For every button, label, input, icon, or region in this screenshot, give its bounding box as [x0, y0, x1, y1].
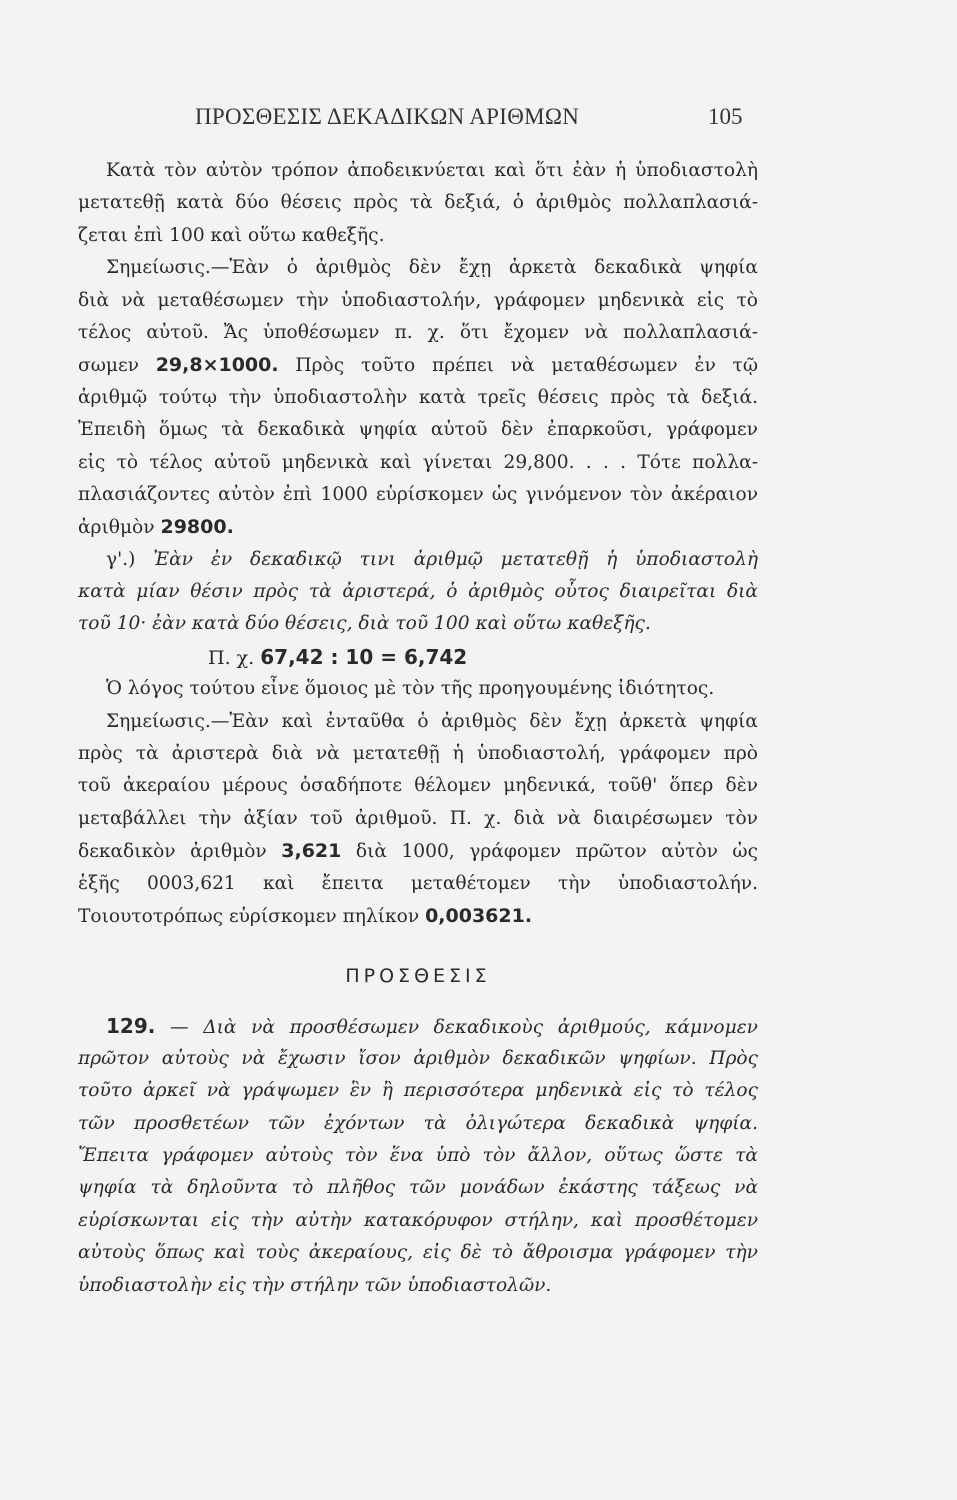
- note-line: τοῦ ἀκεραίου μέρους ὁσαδήποτε θέλομεν μηδενικά, τοῦθ' ὅπερ δὲν: [78, 775, 758, 797]
- inline-text: ἀριθμὸν: [78, 517, 155, 539]
- inline-expression: 29,8×1000.: [155, 354, 279, 377]
- text-line: Ὁ λόγος τούτου εἶνε ὅμοιος μὲ τὸν τῆς προηγουμένης ἰδιότητος.: [106, 678, 715, 700]
- note-line: Σημείωσις.—Ἐὰν ὁ ἀριθμὸς δὲν ἔχῃ ἀρκετὰ δεκαδικὰ ψηφία: [106, 257, 758, 279]
- inline-text: σωμεν: [78, 355, 139, 377]
- paragraph-line: ψηφία τὰ δηλοῦντα τὸ πλῆθος τῶν μονάδων ἑκάστης τάξεως νὰ: [78, 1177, 758, 1199]
- note-line: Ἐπειδὴ ὅμως τὰ δεκαδικὰ ψηφία αὐτοῦ δὲν ἐπαρκοῦσι, γράφομεν: [78, 419, 758, 441]
- rule-label: γ'.): [106, 548, 136, 570]
- inline-text: διὰ 1000, γράφομεν πρῶτον αὐτὸν ὡς: [355, 841, 758, 863]
- paragraph-line: πρῶτον αὐτοὺς νὰ ἔχωσιν ἴσον ἀριθμὸν δεκαδικῶν ψηφίων. Πρὸς: [78, 1047, 758, 1069]
- example-equation: 67,42 : 10 = 6,742: [260, 644, 468, 669]
- paragraph-line: αὐτοὺς ὅπως καὶ τοὺς ἀκεραίους, εἰς δὲ τὸ ἄθροισμα γράφομεν τὴν: [78, 1242, 758, 1264]
- body-text: [78, 155, 758, 1302]
- note-line: [78, 900, 758, 932]
- note-line: διὰ νὰ μεταθέσωμεν τὴν ὑποδιαστολήν, γράφομεν μηδενικὰ εἰς τὸ: [78, 289, 758, 311]
- running-header: [0, 100, 957, 140]
- note-line: Σημείωσις.—Ἐὰν καὶ ἐνταῦθα ὁ ἀριθμὸς δὲν ἔχῃ ἀρκετὰ ψηφία: [106, 710, 758, 732]
- inline-text: Ἐὰν ἐν δεκαδικῷ τινι ἀριθμῷ μετατεθῇ ἡ ὑποδιαστολὴ: [153, 548, 758, 570]
- paragraph-line: ὑποδιαστολὴν εἰς τὴν στήλην τῶν ὑποδιαστολῶν.: [78, 1274, 552, 1296]
- text-line: ζεται ἐπὶ 100 καὶ οὕτω καθεξῆς.: [78, 224, 385, 246]
- note-line: πρὸς τὰ ἀριστερὰ διὰ νὰ μετατεθῇ ἡ ὑποδιαστολή, γράφομεν πρὸ: [78, 743, 758, 765]
- inline-text: Πρὸς τοῦτο πρέπει νὰ μεταθέσωμεν ἐν τῷ: [295, 355, 758, 377]
- paragraph-line: τοῦτο ἀρκεῖ νὰ γράψωμεν ἓν ἢ περισσότερα μηδενικὰ εἰς τὸ τέλος: [78, 1080, 758, 1102]
- inline-number: 29800.: [160, 516, 234, 539]
- inline-text: δεκαδικὸν ἀριθμὸν: [78, 841, 267, 863]
- rule-line: κατὰ μίαν θέσιν πρὸς τὰ ἀριστερά, ὁ ἀριθμὸς οὗτος διαιρεῖται διὰ: [78, 581, 758, 603]
- inline-number: 3,621: [281, 840, 342, 863]
- note-line: [78, 835, 758, 867]
- inline-text: Τοιουτοτρόπως εὑρίσκομεν πηλίκον: [78, 905, 420, 927]
- paragraph-line: Ἔπειτα γράφομεν αὐτοὺς τὸν ἕνα ὑπὸ τὸν ἄλλον, οὕτως ὥστε τὰ: [78, 1144, 758, 1166]
- inline-text: — Διὰ νὰ προσθέσωμεν δεκαδικοὺς ἀριθμούς, κάμνομεν: [169, 1017, 758, 1039]
- note-line: μεταβάλλει τὴν ἀξίαν τοῦ ἀριθμοῦ. Π. χ. διὰ νὰ διαιρέσωμεν τὸν: [78, 807, 758, 829]
- note-line: πλασιάζοντες αὐτὸν ἐπὶ 1000 εὑρίσκομεν ὡς γινόμενον τὸν ἀκέραιον: [78, 483, 758, 505]
- note-line: ἑξῆς 0003,621 καὶ ἔπειτα μεταθέτομεν τὴν ὑποδιαστολήν.: [78, 872, 758, 894]
- example-equation-line: [78, 641, 758, 673]
- inline-number: 0,003621.: [425, 904, 533, 927]
- section-heading: ΠΡΟΣΘΕΣΙΣ: [345, 965, 491, 988]
- note-line: [78, 349, 758, 381]
- note-line: τέλος αὐτοῦ. Ἄς ὑποθέσωμεν π. χ. ὅτι ἔχομεν νὰ πολλαπλασιά-: [78, 321, 758, 343]
- note-line: ἀριθμῷ τούτῳ τὴν ὑποδιαστολὴν κατὰ τρεῖς θέσεις πρὸς τὰ δεξιά.: [78, 386, 758, 408]
- paragraph-line: τῶν προσθετέων τῶν ἐχόντων τὰ ὀλιγώτερα δεκαδικὰ ψηφία.: [78, 1112, 758, 1134]
- running-title: ΠΡΟΣΘΕΣΙΣ ΔΕΚΑΔΙΚΩΝ ΑΡΙΘΜΩΝ: [195, 104, 580, 129]
- rule-line: [78, 544, 758, 576]
- note-line: εἰς τὸ τέλος αὐτοῦ μηδενικὰ καὶ γίνεται 29,800. . . . Τότε πολλα-: [78, 451, 758, 473]
- page-number: 105: [708, 104, 743, 129]
- note-line: [78, 511, 758, 543]
- text-line: μετατεθῇ κατὰ δύο θέσεις πρὸς τὰ δεξιά, ὁ ἀριθμὸς πολλαπλασιά-: [78, 192, 758, 214]
- example-prefix: Π. χ.: [208, 646, 255, 669]
- paragraph-number: 129.: [106, 1014, 156, 1039]
- paragraph-line: εὑρίσκωνται εἰς τὴν αὐτὴν κατακόρυφον στήλην, καὶ προσθέτομεν: [78, 1209, 758, 1231]
- paragraph-line: [78, 1010, 758, 1042]
- text-line: Κατὰ τὸν αὐτὸν τρόπον ἀποδεικνύεται καὶ ὅτι ἐὰν ἡ ὑποδιαστολὴ: [106, 160, 758, 181]
- rule-line: τοῦ 10· ἐὰν κατὰ δύο θέσεις, διὰ τοῦ 100 καὶ οὕτω καθεξῆς.: [78, 613, 651, 635]
